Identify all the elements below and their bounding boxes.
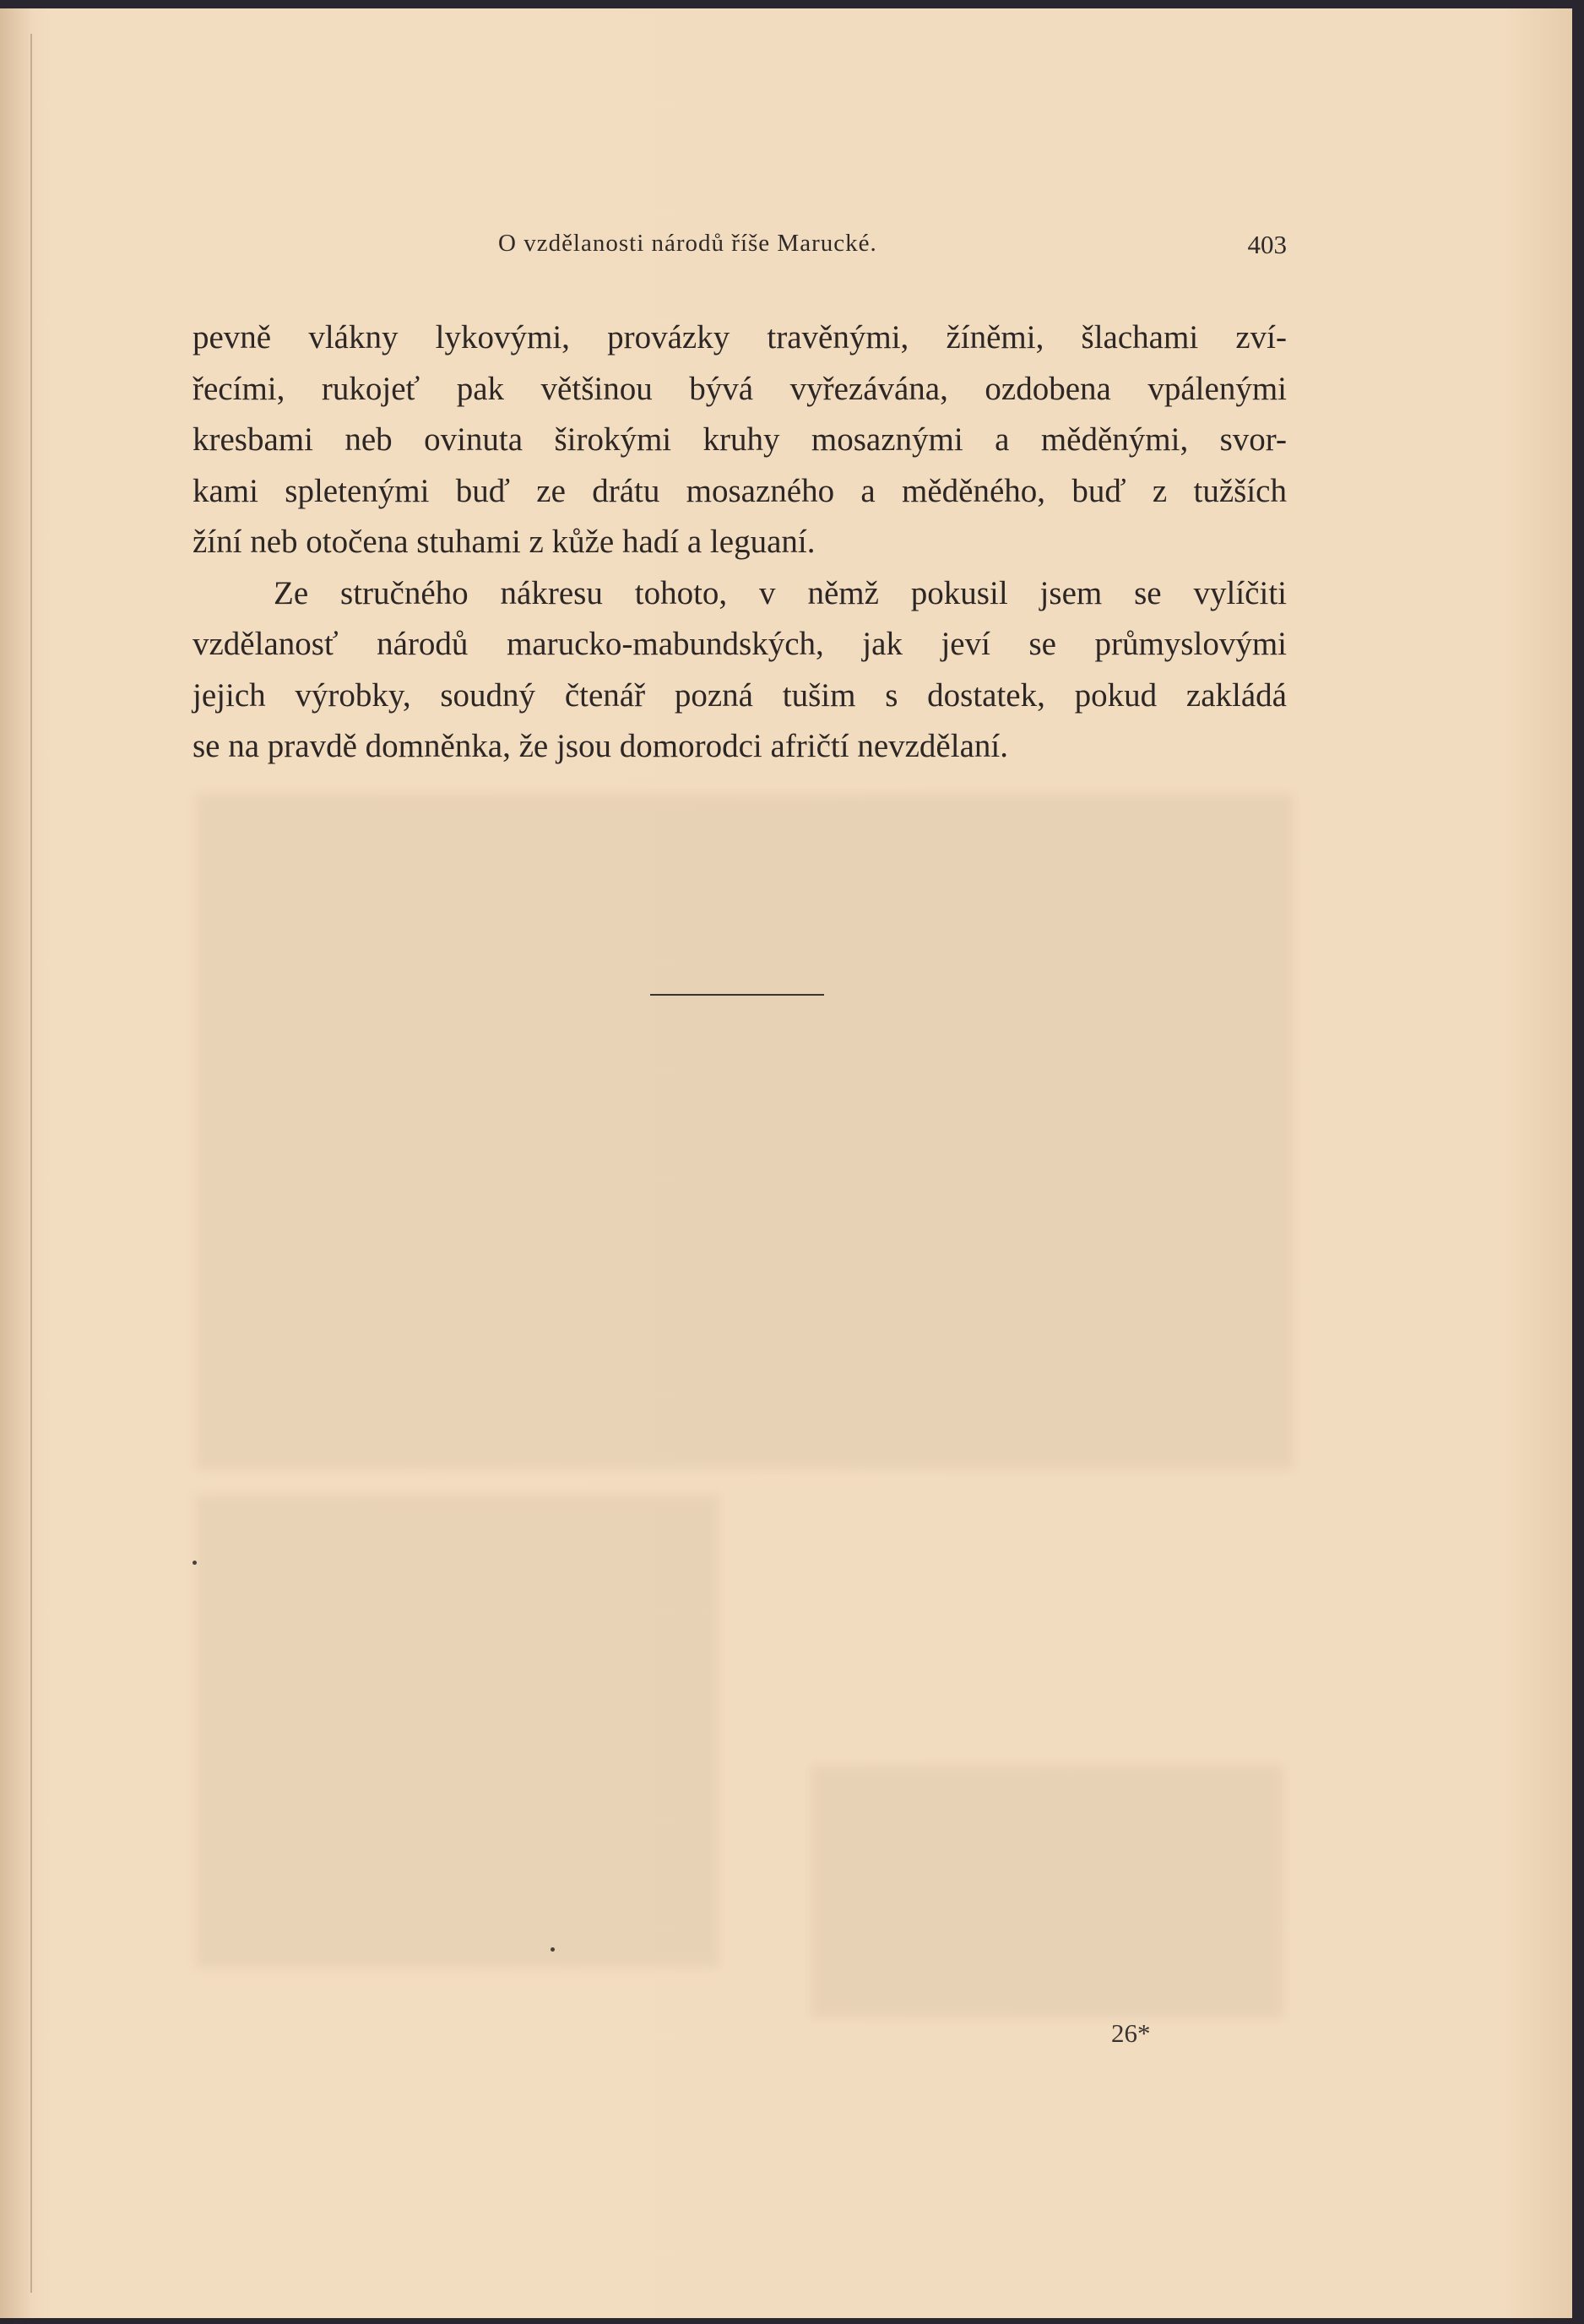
show-through-illustration <box>196 794 1294 1469</box>
paragraph-1 <box>193 312 1287 568</box>
text-line: vzdělanosť národů marucko-mabundských, jak jeví se průmyslovými <box>193 626 1287 662</box>
section-divider-rule <box>650 994 824 996</box>
show-through-text-left <box>196 1495 719 1968</box>
binding-fold-line <box>30 34 32 2293</box>
text-line: žíní neb otočena stuhami z kůže hadí a leguaní. <box>193 524 816 560</box>
running-title: O vzdělanosti národů říše Marucké. <box>498 230 877 257</box>
text-line: Ze stručného nákresu tohoto, v němž pokusil jsem se vylíčiti <box>274 574 1287 611</box>
paper-speck <box>551 1947 555 1952</box>
text-line: kresbami neb ovinuta širokými kruhy mosaznými a měděnými, svor- <box>193 421 1287 458</box>
signature-mark: 26* <box>1111 2018 1151 2048</box>
paragraph-2 <box>193 568 1287 773</box>
text-line: jejich výrobky, soudný čtenář pozná tušim s dostatek, pokud zakládá <box>193 676 1287 714</box>
book-page <box>0 8 1572 2318</box>
text-line: řecími, rukojeť pak většinou bývá vyřezávána, ozdobena vpálenými <box>193 370 1287 407</box>
text-line: se na pravdě domněnka, že jsou domorodci afričtí nevzdělaní. <box>193 728 1008 764</box>
page-number: 403 <box>1247 230 1287 259</box>
text-line: pevně vlákny lykovými, provázky travěnými, žíněmi, šlachami zví- <box>193 319 1287 356</box>
paper-speck <box>193 1561 197 1565</box>
page-binding-edge <box>0 8 32 2318</box>
text-line: kami spletenými buď ze drátu mosazného a měděného, buď z tužších <box>193 472 1287 509</box>
show-through-text-right <box>811 1765 1283 2018</box>
body-text <box>193 312 1287 773</box>
running-header <box>193 230 1287 263</box>
